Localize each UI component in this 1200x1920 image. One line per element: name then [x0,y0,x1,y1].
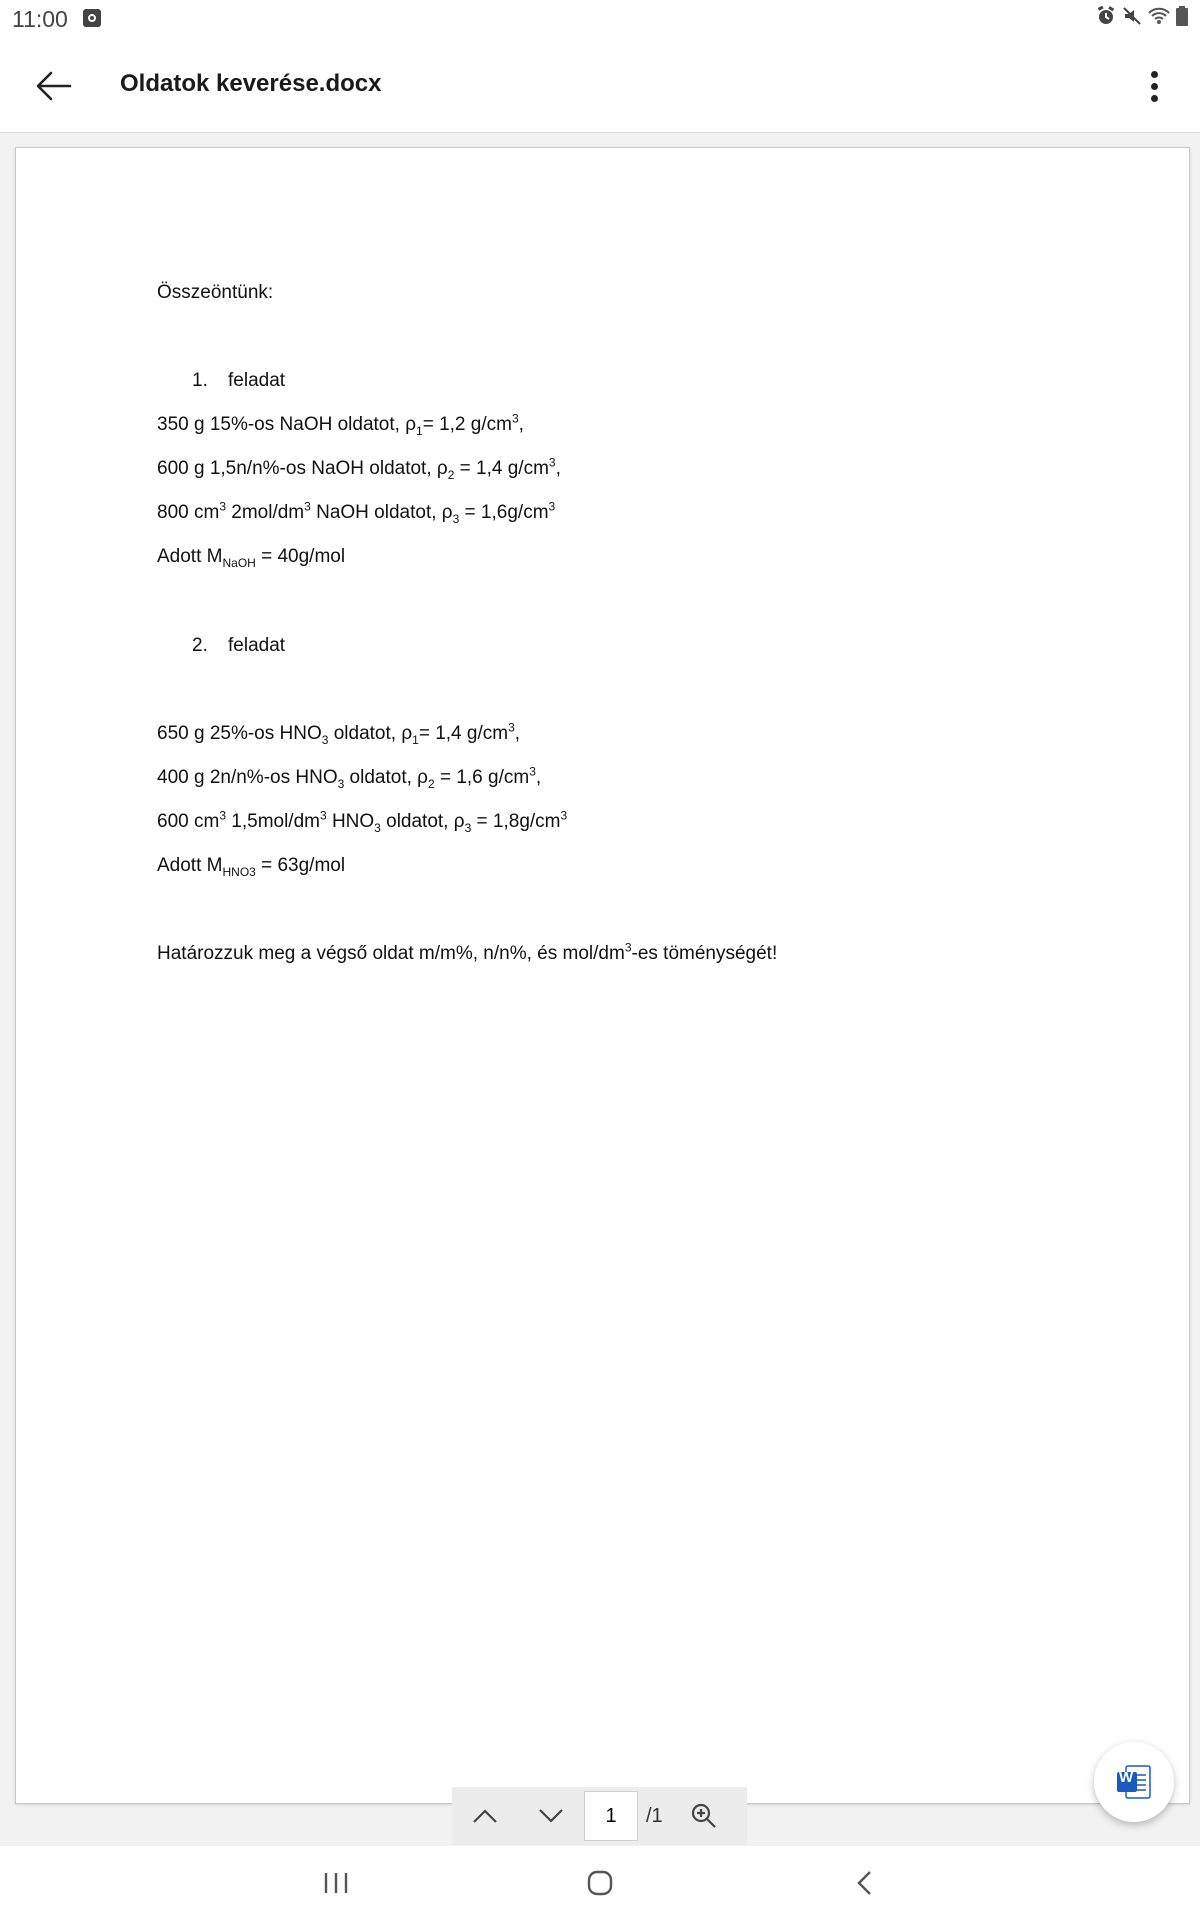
t2l2-a: 400 g 2n/n%-os HNO [157,767,338,788]
back-chevron-icon [855,1869,873,1897]
task2-line1 [157,720,521,747]
system-nav-bar [0,1846,1200,1920]
t2l1-sub0: 3 [321,732,329,747]
t2g-a: Adott M [157,855,223,876]
task1-given [157,546,345,568]
document-page [15,147,1190,1804]
t1l2-c: , [555,458,561,479]
t1l1-sup: 3 [511,411,519,426]
open-in-word-button[interactable] [1094,1742,1174,1822]
task2-line2 [157,764,542,791]
t2l3-sub: 3 [464,820,472,835]
t2l2-sub0: 3 [337,776,345,791]
t2l1-b: = 1,4 g/cm [418,723,509,744]
intro-text: Összeöntünk: [157,282,274,303]
t2l3-a: 600 cm [157,811,220,832]
clock-icon [83,9,101,27]
t2l1-c: , [514,723,521,744]
t1l3-a: 800 cm [157,502,220,523]
t1g-sub: NaOH [222,555,256,570]
t2l2-sub: 2 [427,776,435,791]
t2l2-a2: oldatot, ρ [344,767,428,788]
back-button[interactable] [28,62,80,110]
t1l3-c: NaOH oldatot, ρ [310,502,453,523]
t2l3-c: HNO [326,811,375,832]
t2l3-sup3: 3 [560,808,568,823]
t1g-a: Adott M [157,546,223,567]
t1l1-a: 350 g 15%-os NaOH oldatot, ρ [157,414,417,435]
back-nav-button[interactable] [834,1858,894,1908]
question-text [157,940,778,965]
status-icons [1096,6,1188,26]
t1g-b: = 40g/mol [255,546,346,567]
arrow-left-icon [36,71,72,101]
t2g-b: = 63g/mol [255,855,346,876]
previous-page-button[interactable] [452,1787,518,1845]
q-a: Határozzuk meg a végső oldat m/m%, n/n%, és mol/dm [157,943,625,964]
task1-line1 [157,411,524,438]
zoom-in-icon [690,1802,718,1830]
recent-apps-button[interactable] [306,1858,366,1908]
t2l3-b: 1,5mol/dm [226,811,320,832]
t2l1-a2: oldatot, ρ [328,723,413,744]
t1l2-sub: 2 [447,467,455,482]
task2-line3 [157,808,568,835]
more-vertical-icon [1151,71,1158,78]
page-number-input[interactable]: 1 [584,1791,638,1841]
t1l3-d: = 1,6g/cm [459,502,549,523]
status-time: 11:00 [12,6,68,32]
t2l3-d: = 1,8g/cm [471,811,561,832]
task2-number: 2. [192,635,208,656]
document-title: Oldatok keverése.docx [120,70,382,97]
app-bar [0,40,1200,133]
next-page-button[interactable] [518,1787,584,1845]
chevron-down-icon [538,1808,564,1824]
task2-given [157,855,345,877]
zoom-button[interactable] [671,1787,737,1845]
task1-label: feladat [228,370,286,391]
task1-heading [192,370,285,392]
t1l2-sup: 3 [548,455,556,470]
t2l1-sub: 1 [412,732,419,747]
task1-line3 [157,499,556,526]
document-viewer[interactable] [0,133,1200,1845]
t1l3-sup3: 3 [548,499,556,514]
t1l3-sup2: 3 [304,499,311,514]
recent-apps-icon [323,1871,349,1895]
more-dot [1151,95,1158,102]
battery-icon [1176,6,1188,26]
t2l1-a: 650 g 25%-os HNO [157,723,322,744]
t2l2-sup: 3 [529,764,536,779]
status-bar [0,0,1200,40]
more-options-button[interactable] [1138,62,1170,110]
alarm-icon [1096,6,1116,26]
task1-line2 [157,455,561,482]
t2l2-c: , [535,767,542,788]
q-b: -es töménységét! [631,943,778,964]
task2-heading [192,635,285,657]
t2g-sub: HNO3 [222,864,256,879]
t2l1-sup: 3 [508,720,515,735]
t2l3-sup1: 3 [219,808,226,823]
page-navigator [452,1787,747,1845]
mute-icon [1122,6,1142,26]
home-icon [586,1869,614,1897]
t2l2-b: = 1,6 g/cm [434,767,530,788]
t1l3-sub: 3 [452,511,460,526]
t1l1-sub: 1 [416,423,423,438]
task1-number: 1. [192,370,208,391]
t1l3-sup1: 3 [219,499,226,514]
t2l3-sub0: 3 [374,820,381,835]
t1l2-a: 600 g 1,5n/n%-os NaOH oldatot, ρ [157,458,448,479]
t1l3-b: 2mol/dm [226,502,305,523]
t2l3-c2: oldatot, ρ [380,811,465,832]
home-button[interactable] [570,1858,630,1908]
word-fab-label: W [1119,1769,1134,1786]
t2l3-sup2: 3 [319,808,327,823]
t1l1-b: = 1,2 g/cm [422,414,512,435]
more-dot [1151,83,1158,90]
t1l1-c: , [518,414,524,435]
q-sup: 3 [624,940,632,955]
wifi-icon [1148,6,1170,26]
page-total: /1 [646,1804,663,1827]
t1l2-b: = 1,4 g/cm [454,458,549,479]
task2-label: feladat [228,635,286,656]
chevron-up-icon [472,1808,498,1824]
